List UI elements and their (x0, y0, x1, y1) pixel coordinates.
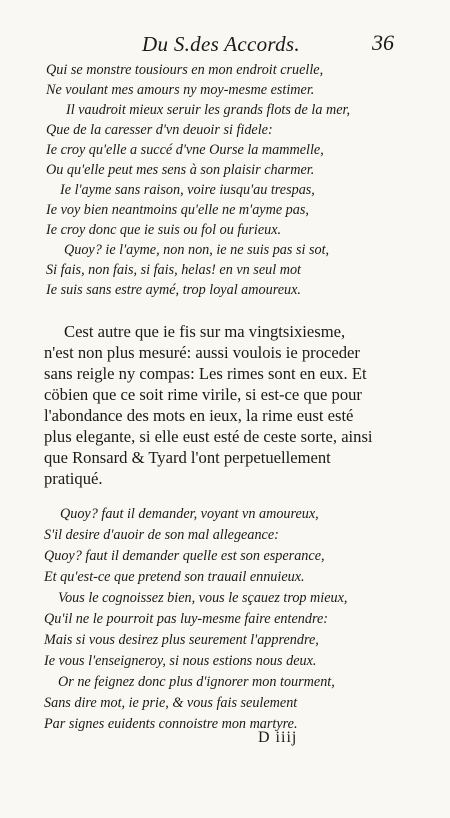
prose-line: que Ronsard & Tyard l'ont perpetuellement (44, 448, 331, 467)
verse-line: Vous le cognoissez bien, vous le sçauez trop mieux, (58, 590, 348, 606)
prose-line: l'abondance des mots en ieux, la rime eust esté (44, 406, 354, 425)
verse-line: Quoy? faut il demander quelle est son esperance, (44, 548, 325, 564)
verse-line: Ou qu'elle peut mes sens à son plaisir charmer. (46, 162, 315, 178)
prose-line: cöbien que ce soit rime virile, si est-ce que pour (44, 385, 362, 404)
prose-line: plus elegante, si elle eust esté de ceste sorte, ainsi (44, 427, 373, 446)
prose-line: pratiqué. (44, 469, 103, 488)
verse-line: Ie suis sans estre aymé, trop loyal amoureux. (46, 282, 301, 298)
signature-mark: D iiij (258, 729, 298, 746)
verse-line: Ie vous l'enseigneroy, si nous estions nous deux. (44, 653, 317, 669)
verse-line: Et qu'est-ce que pretend son trauail ennuieux. (44, 569, 305, 585)
verse-line: Ie croy qu'elle a succé d'vne Ourse la mammelle, (46, 142, 324, 158)
verse-line: Si fais, non fais, si fais, helas! en vn seul mot (46, 262, 301, 278)
page-number: 36 (372, 30, 394, 55)
verse-line: Ie croy donc que ie suis ou fol ou furieux. (46, 222, 282, 238)
verse-line: Sans dire mot, ie prie, & vous fais seulement (44, 695, 298, 711)
verse-line: Ne voulant mes amours ny moy-mesme estimer. (46, 82, 315, 98)
verse-line: Ie voy bien neantmoins qu'elle ne m'ayme pas, (46, 202, 309, 218)
verse-line: Par signes euidents connoistre mon martyre. (44, 716, 298, 732)
verse-line: Que de la caresser d'vn deuoir si fidele: (46, 122, 273, 138)
verse-line: Quoy? faut il demander, voyant vn amoureux, (60, 506, 319, 522)
verse-line: S'il desire d'auoir de son mal allegeance: (44, 527, 279, 543)
verse-line: Or ne feignez donc plus d'ignorer mon tourment, (58, 674, 335, 690)
verse-line: Mais si vous desirez plus seurement l'apprendre, (44, 632, 319, 648)
page-header (0, 30, 450, 58)
verse-line: Quoy? ie l'ayme, non non, ie ne suis pas si sot, (64, 242, 330, 258)
verse-line: Ie l'ayme sans raison, voire iusqu'au trespas, (60, 182, 315, 198)
prose-line: sans reigle ny compas: Les rimes sont en eux. Et (44, 364, 367, 383)
running-title: Du S.des Accords. (142, 32, 300, 56)
prose-line: n'est non plus mesuré: aussi voulois ie proceder (44, 343, 360, 362)
prose-line: Cest autre que ie fis sur ma vingtsixiesme, (64, 322, 346, 341)
verse-line: Qu'il ne le pourroit pas luy-mesme faire entendre: (44, 611, 328, 627)
verse-line: Qui se monstre tousiours en mon endroit cruelle, (46, 62, 324, 78)
verse-line: Il vaudroit mieux seruir les grands flots de la mer, (66, 102, 350, 118)
